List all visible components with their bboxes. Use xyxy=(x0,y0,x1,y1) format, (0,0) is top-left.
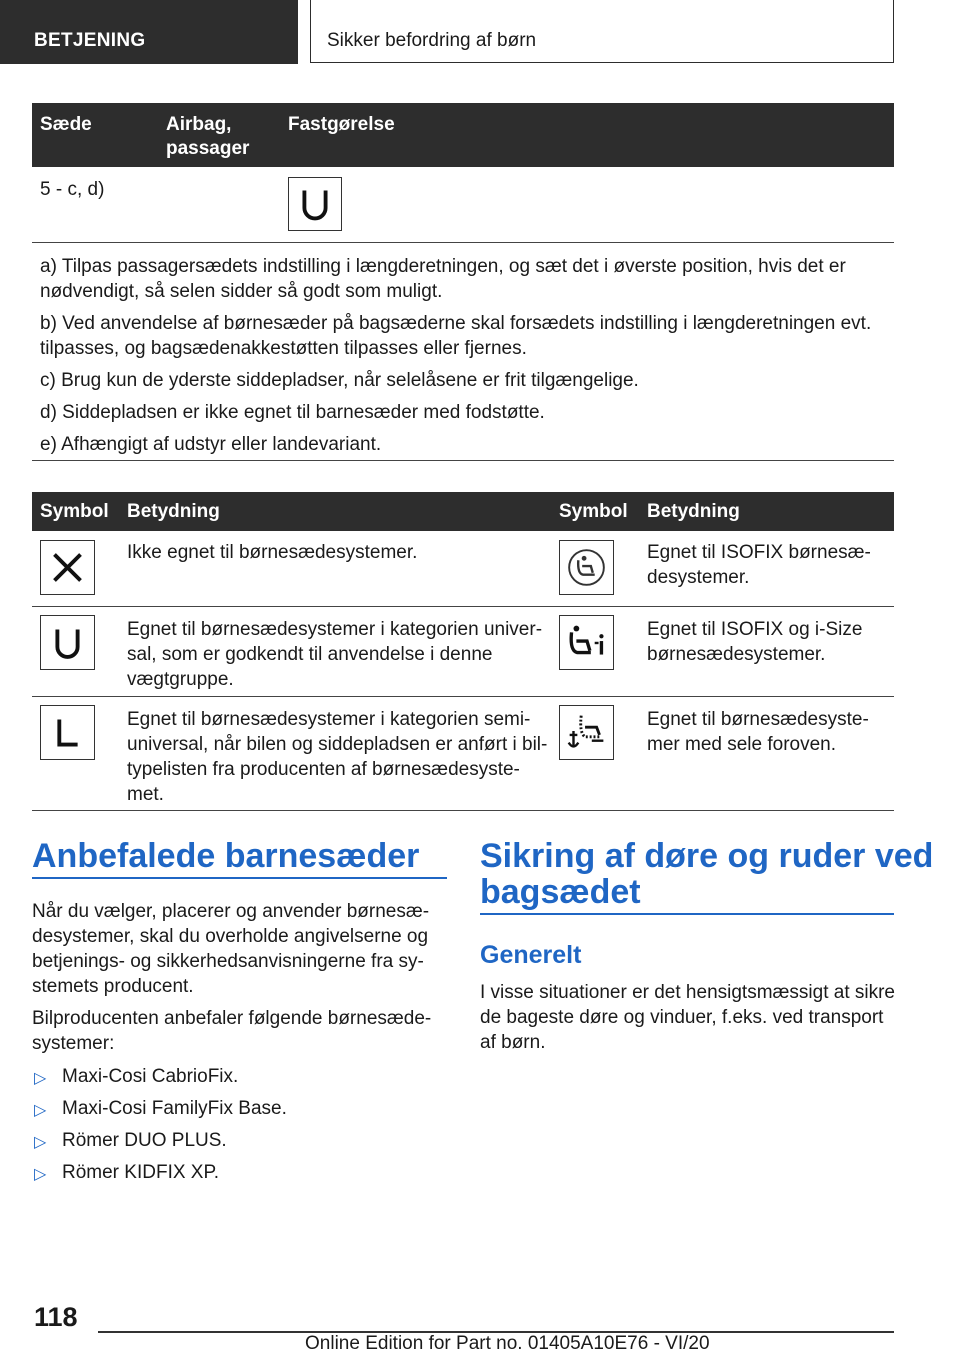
section-title-child-seats: Anbefalede barnesæder xyxy=(32,837,420,875)
meaning-isize-2: børnesædesystemer. xyxy=(647,644,826,665)
note-a-1: a) Tilpas passagersædets indstilling i længderetningen, og sæt det i øverste position, hvis det er xyxy=(40,256,846,277)
note-b-2: tilpasses, og bagsædenakkestøtten tilpasses eller fjernes. xyxy=(40,338,527,359)
universal-u-icon xyxy=(40,615,95,670)
bullet-arrow-icon: ▷ xyxy=(34,1102,47,1119)
intro-line-4: stemets producent. xyxy=(32,976,194,997)
meaning-top-tether-1: Egnet til børnesædesyste- xyxy=(647,709,869,730)
col-symbol-2: Symbol xyxy=(559,501,628,522)
bullet-arrow-icon: ▷ xyxy=(34,1134,47,1151)
isofix-icon xyxy=(559,540,614,595)
col-airbag-1: Airbag, xyxy=(166,114,232,135)
row1-divider xyxy=(32,606,894,607)
row2-divider xyxy=(32,696,894,697)
general-line-1: I visse situationer er det hensigtsmæssigt at sikre xyxy=(480,982,896,1003)
meaning-semi-universal-2: universal, når bilen og siddepladsen er anført i bil- xyxy=(127,734,548,755)
seat-table-header xyxy=(32,103,894,167)
recommend-line-1: Bilproducenten anbefaler følgende børnesæde- xyxy=(32,1008,432,1029)
meaning-semi-universal-3: typelisten fra producenten af børnesædesyste- xyxy=(127,759,520,780)
note-c: c) Brug kun de yderste siddepladser, når selelåsene er frit tilgængelige. xyxy=(40,370,639,391)
universal-u-icon xyxy=(288,177,342,231)
note-d: d) Siddepladsen er ikke egnet til barnesæder med fodstøtte. xyxy=(40,402,545,423)
symbol-table-header xyxy=(32,492,894,531)
col-meaning-2: Betydning xyxy=(647,501,740,522)
meaning-top-tether-2: mer med sele foroven. xyxy=(647,734,837,755)
general-line-3: af børn. xyxy=(480,1032,546,1053)
semi-universal-l-icon xyxy=(40,705,95,760)
list-item: Römer KIDFIX XP. xyxy=(62,1162,219,1183)
isofix-isize-icon xyxy=(559,615,614,670)
footer-edition: Online Edition for Part no. 01405A10E76 - VI/20 xyxy=(305,1333,710,1354)
col-seat: Sæde xyxy=(40,114,92,135)
note-e: e) Afhængigt af udstyr eller landevariant. xyxy=(40,434,382,455)
meaning-universal-1: Egnet til børnesædesystemer i kategorien univer- xyxy=(127,619,543,640)
bullet-arrow-icon: ▷ xyxy=(34,1166,47,1183)
note-a-2: nødvendigt, så selen sidder så godt som muligt. xyxy=(40,281,443,302)
section-title-underline xyxy=(480,913,894,915)
meaning-isofix-2: desystemer. xyxy=(647,567,750,588)
table1-divider xyxy=(32,242,894,243)
subsection-title-general: Generelt xyxy=(480,941,582,969)
list-item: Maxi-Cosi CabrioFix. xyxy=(62,1066,239,1087)
header-section-tab xyxy=(0,0,298,64)
intro-line-2: desystemer, skal du overholde angivelserne og xyxy=(32,926,429,947)
table2-bottom-rule xyxy=(32,810,894,811)
meaning-semi-universal-1: Egnet til børnesædesystemer i kategorien semi- xyxy=(127,709,531,730)
seat-cell: 5 - c, d) xyxy=(40,179,105,200)
section-title-underline xyxy=(32,877,447,879)
meaning-universal-3: vægtgruppe. xyxy=(127,669,234,690)
meaning-isofix-1: Egnet til ISOFIX børnesæ- xyxy=(647,542,871,563)
meaning-semi-universal-4: met. xyxy=(127,784,164,805)
table1-bottom-rule xyxy=(32,460,894,461)
list-item: Maxi-Cosi FamilyFix Base. xyxy=(62,1098,287,1119)
note-b-1: b) Ved anvendelse af børnesæder på bagsæderne skal forsædets indstilling i længderetningen evt. xyxy=(40,313,872,334)
general-line-2: de bageste døre og vinduer, f.eks. ved transport xyxy=(480,1007,884,1028)
meaning-universal-2: sal, som er godkendt til anvendelse i denne xyxy=(127,644,493,665)
section-title-door-lock-1: Sikring af døre og ruder ved xyxy=(480,837,934,875)
cross-icon xyxy=(40,540,95,595)
col-airbag-2: passager xyxy=(166,138,250,159)
forward-belt-icon xyxy=(559,705,614,760)
col-symbol-1: Symbol xyxy=(40,501,109,522)
meaning-not-suitable: Ikke egnet til børnesædesystemer. xyxy=(127,542,418,563)
recommend-line-2: systemer: xyxy=(32,1033,115,1054)
header-section: BETJENING xyxy=(34,30,146,51)
col-fastening: Fastgørelse xyxy=(288,114,395,135)
intro-line-3: betjenings- og sikkerhedsanvisningerne fra sy- xyxy=(32,951,424,972)
section-title-door-lock-2: bagsædet xyxy=(480,873,641,911)
header-chapter-box xyxy=(310,0,894,63)
col-meaning-1: Betydning xyxy=(127,501,220,522)
page-number: 118 xyxy=(34,1302,78,1332)
meaning-isize-1: Egnet til ISOFIX og i-Size xyxy=(647,619,863,640)
header-chapter: Sikker befordring af børn xyxy=(327,30,537,51)
bullet-arrow-icon: ▷ xyxy=(34,1070,47,1087)
list-item: Römer DUO PLUS. xyxy=(62,1130,227,1151)
intro-line-1: Når du vælger, placerer og anvender børnesæ- xyxy=(32,901,430,922)
